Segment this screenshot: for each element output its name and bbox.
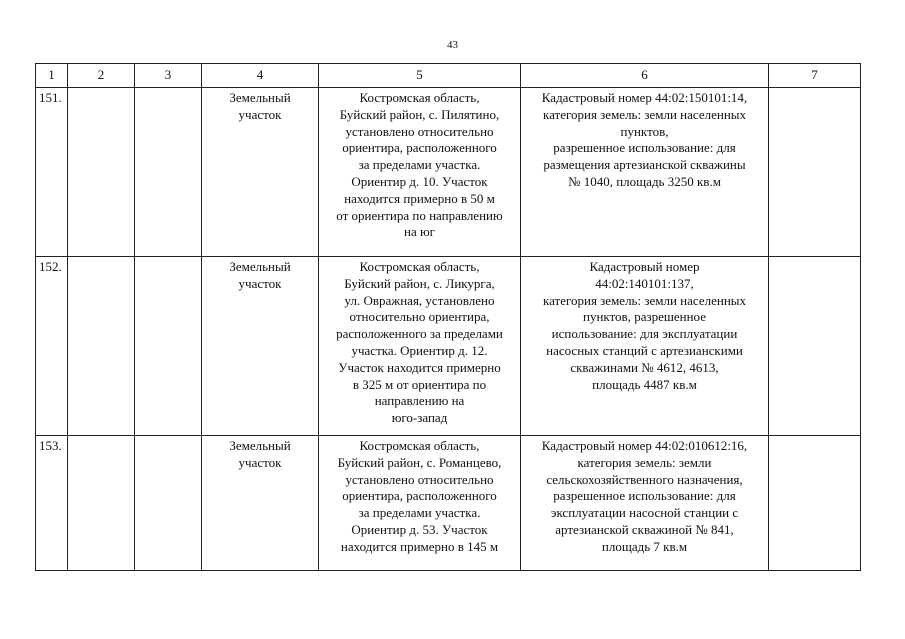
header-row	[36, 64, 861, 88]
cell-col-2	[68, 436, 135, 571]
header-col-6: 6	[521, 64, 769, 88]
location-cell	[319, 88, 521, 257]
description-line: разрешенное использование: для	[553, 488, 736, 504]
header-col-5: 5	[319, 64, 521, 88]
location-line: установлено относительно	[345, 123, 494, 139]
description-line: 44:02:140101:137,	[595, 275, 694, 291]
location-line: юго-запад	[391, 410, 448, 426]
location-cell	[319, 436, 521, 571]
description-line: категория земель: земли населенных	[542, 292, 747, 308]
location-line: от ориентира по направлению	[336, 207, 503, 223]
location-line: находится примерно в 145 м	[340, 538, 499, 554]
object-type-cell	[202, 88, 319, 257]
header-col-4: 4	[202, 64, 319, 88]
location-line: Буйский район, с. Ликурга,	[344, 275, 495, 291]
description-cell	[521, 436, 769, 571]
description-cell	[521, 88, 769, 257]
cell-col-7	[769, 88, 861, 257]
object-type-line: Земельный	[229, 90, 291, 105]
description-line: категория земель: земли населенных	[542, 106, 747, 122]
location-line: находится примерно в 50 м	[344, 190, 495, 206]
object-type-cell	[202, 257, 319, 436]
object-type-cell	[202, 436, 319, 571]
header-col-7: 7	[769, 64, 861, 88]
object-type-line: участок	[238, 454, 282, 470]
description-line: площадь 7 кв.м	[601, 538, 688, 554]
location-line: направлению на	[374, 393, 465, 409]
location-line: ориентира, расположенного	[342, 140, 497, 156]
row-number: 151.	[36, 88, 68, 257]
location-line: установлено относительно	[345, 471, 494, 487]
row-number: 152.	[36, 257, 68, 436]
description-line: разрешенное использование: для	[553, 140, 736, 156]
location-line: расположенного за пределами	[336, 326, 503, 342]
header-col-3: 3	[135, 64, 202, 88]
location-line: в 325 м от ориентира по	[352, 376, 487, 392]
description-line: эксплуатации насосной станции с	[550, 505, 739, 521]
header-col-2: 2	[68, 64, 135, 88]
location-line: Буйский район, с. Романцево,	[337, 454, 502, 470]
description-line: использование: для эксплуатации	[551, 326, 738, 342]
location-line: ул. Овражная, установлено	[344, 292, 495, 308]
cell-col-3	[135, 88, 202, 257]
location-line: Буйский район, с. Пилятино,	[339, 106, 500, 122]
table-row	[36, 436, 861, 571]
description-line: площадь 4487 кв.м	[592, 376, 697, 392]
description-line: сельскохозяйственного назначения,	[546, 471, 743, 487]
cell-col-7	[769, 257, 861, 436]
cell-col-3	[135, 257, 202, 436]
object-type-line: Земельный	[229, 259, 291, 274]
location-line: Костромская область,	[359, 90, 480, 105]
description-line: Кадастровый номер 44:02:150101:14,	[541, 90, 748, 105]
location-line: ориентира, расположенного	[342, 488, 497, 504]
location-line: на юг	[403, 224, 436, 240]
table-row	[36, 257, 861, 436]
object-type-line: Земельный	[229, 438, 291, 453]
cell-col-7	[769, 436, 861, 571]
page-number: 43	[447, 39, 458, 51]
row-number: 153.	[36, 436, 68, 571]
land-register-table	[35, 63, 861, 571]
location-line: Ориентир д. 10. Участок	[351, 173, 488, 189]
location-line: Костромская область,	[359, 438, 480, 453]
location-line: Костромская область,	[359, 259, 480, 274]
description-line: насосных станций с артезианскими	[546, 342, 743, 358]
location-line: за пределами участка.	[358, 505, 481, 521]
table-row	[36, 88, 861, 257]
header-col-1: 1	[36, 64, 68, 88]
description-line: пунктов,	[620, 123, 669, 139]
description-line: артезианской скважиной № 841,	[555, 521, 734, 537]
description-cell	[521, 257, 769, 436]
description-line: категория земель: земли	[577, 454, 712, 470]
location-line: участка. Ориентир д. 12.	[351, 342, 488, 358]
cell-col-2	[68, 257, 135, 436]
object-type-line: участок	[238, 106, 282, 122]
description-line: скважинами № 4612, 4613,	[570, 359, 719, 375]
location-line: относительно ориентира,	[349, 309, 490, 325]
location-line: Участок находится примерно	[338, 359, 501, 375]
description-line: пунктов, разрешенное	[582, 309, 706, 325]
location-line: Ориентир д. 53. Участок	[351, 521, 488, 537]
description-line: Кадастровый номер	[589, 259, 700, 274]
object-type-line: участок	[238, 275, 282, 291]
cell-col-2	[68, 88, 135, 257]
description-line: № 1040, площадь 3250 кв.м	[568, 173, 721, 189]
description-line: Кадастровый номер 44:02:010612:16,	[541, 438, 748, 453]
description-line: размещения артезианской скважины	[543, 157, 746, 173]
location-cell	[319, 257, 521, 436]
cell-col-3	[135, 436, 202, 571]
location-line: за пределами участка.	[358, 157, 481, 173]
